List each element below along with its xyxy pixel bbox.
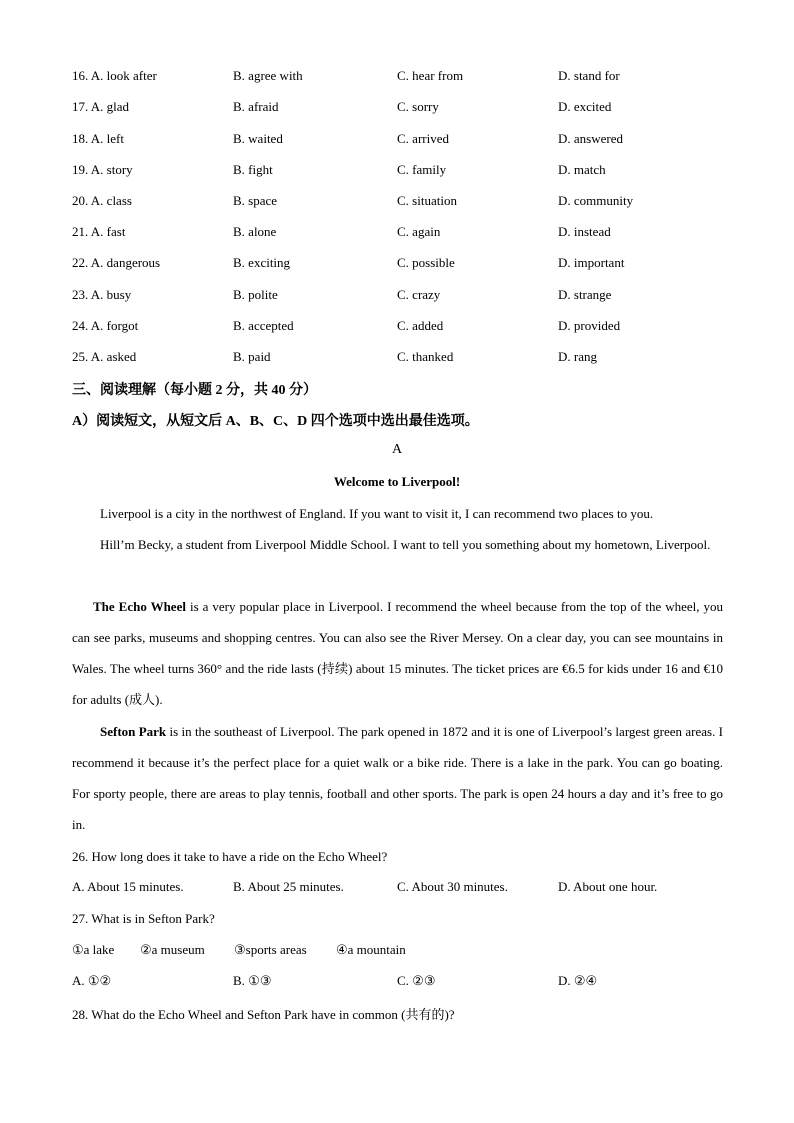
question-21-options [0,224,794,244]
passage-title: Welcome to Liverpool! [333,474,461,489]
option-d: D. rang [558,349,597,364]
section-title: 三、阅读理解（每小题 2 分，共 40 分） [72,383,317,398]
option-c: C. family [397,162,447,177]
option-c: C. About 30 minutes. [397,879,508,894]
option-a: A. About 15 minutes. [72,879,184,894]
question-23-options [0,287,794,307]
option-d: D. important [558,255,625,270]
question-26-options [0,879,794,899]
question-17-options [0,99,794,119]
option-b: B. ①③ [233,973,272,988]
option-a: 18. A. left [72,131,124,146]
question-27-stem: 27. What is in Sefton Park? [72,911,215,926]
question-16-options [0,68,794,88]
option-d: D. community [558,193,634,208]
sefton-park-text: is in the southeast of Liverpool. The park opened in 1872 and it is one of Liverpool’s largest green areas. I recommend it because it’s the perfect place for a quiet walk or a bike ride. There is a lake in the park. You can go boating. For sporty people, there are areas to play tennis, football and other sports. The park is open 24 hours a day and it’s free to go in. [72,724,723,832]
passage-letter: A [391,442,403,457]
option-c: C. hear from [397,68,464,83]
option-b: B. paid [233,349,271,364]
question-19-options [0,162,794,182]
intro-paragraph: Liverpool is a city in the northwest of England. If you want to visit it, I can recommend two places to you. [100,506,654,521]
option-b: B. afraid [233,99,279,114]
option-d: D. match [558,162,606,177]
option-b: B. alone [233,224,277,239]
option-d: D. provided [558,318,621,333]
echo-wheel-name: The Echo Wheel [93,599,186,614]
question-25-options [0,349,794,369]
option-a: 16. A. look after [72,68,157,83]
question-18-options [0,131,794,151]
option-b: B. agree with [233,68,303,83]
option-c: C. arrived [397,131,449,146]
option-c: C. again [397,224,441,239]
question-27-options [0,973,794,993]
option-d: D. ②④ [558,973,598,988]
option-a: 24. A. forgot [72,318,139,333]
question-24-options [0,318,794,338]
option-a: 20. A. class [72,193,132,208]
option-a: 22. A. dangerous [72,255,161,270]
option-c: C. sorry [397,99,439,114]
item-4: ④a mountain [336,942,406,957]
sefton-park-name: Sefton Park [100,724,167,739]
item-1: ①a lake [72,942,115,957]
option-d: D. About one hour. [558,879,658,894]
option-b: B. space [233,193,278,208]
question-22-options [0,255,794,275]
option-c: C. thanked [397,349,454,364]
sefton-park-paragraph [72,716,723,840]
option-b: B. accepted [233,318,294,333]
option-d: D. stand for [558,68,620,83]
item-2: ②a museum [140,942,205,957]
option-a: 17. A. glad [72,99,130,114]
option-b: B. polite [233,287,278,302]
option-a: 25. A. asked [72,349,137,364]
option-c: C. crazy [397,287,441,302]
option-b: B. waited [233,131,283,146]
option-c: C. situation [397,193,457,208]
question-28-stem: 28. What do the Echo Wheel and Sefton Park have in common (共有的)? [72,1007,455,1022]
section-instruction: A）阅读短文，从短文后 A、B、C、D 四个选项中选出最佳选项。 [72,414,479,429]
option-a: A. ①② [72,973,112,988]
option-b: B. exciting [233,255,291,270]
item-3: ③sports areas [234,942,307,957]
echo-wheel-text: is a very popular place in Liverpool. I recommend the wheel because from the top of the wheel, you can see parks, museums and shopping centres. You can also see the River Mersey. On a clear day, you can see mountains in Wales. The wheel turns 360° and the ride lasts (持续) about 15 minutes. The ticket prices are €6.5 for kids under 16 and €10 for adults (成人). [72,599,723,707]
option-b: B. fight [233,162,273,177]
option-d: D. excited [558,99,612,114]
option-c: C. ②③ [397,973,436,988]
option-d: D. instead [558,224,611,239]
option-a: 19. A. story [72,162,133,177]
question-26-stem: 26. How long does it take to have a ride on the Echo Wheel? [72,849,388,864]
question-20-options [0,193,794,213]
option-a: 23. A. busy [72,287,132,302]
option-a: 21. A. fast [72,224,126,239]
option-d: D. strange [558,287,612,302]
option-b: B. About 25 minutes. [233,879,344,894]
question-27-items [0,942,794,962]
echo-wheel-paragraph [72,591,723,715]
option-c: C. possible [397,255,455,270]
option-d: D. answered [558,131,623,146]
hill-paragraph: Hill’m Becky, a student from Liverpool Middle School. I want to tell you something about my hometown, Liverpool. [100,537,711,552]
option-c: C. added [397,318,444,333]
